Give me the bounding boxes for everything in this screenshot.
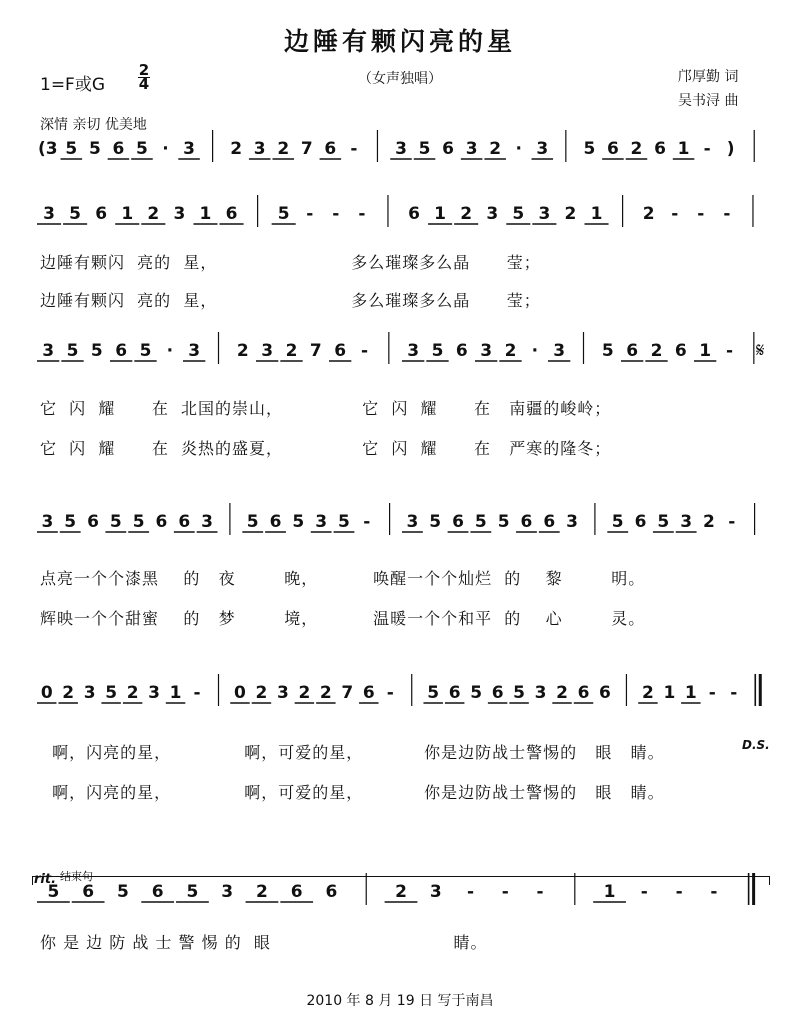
note: 6 xyxy=(520,512,533,532)
segno-sign: 𝄋 xyxy=(756,338,765,362)
note: 2 xyxy=(703,512,715,532)
note: 5 xyxy=(90,341,103,361)
time-top: 2 xyxy=(138,61,150,79)
note: 3 xyxy=(188,341,201,361)
note: 2 xyxy=(256,882,268,902)
note: - xyxy=(363,512,371,532)
note: 5 xyxy=(474,512,487,532)
note: 6 xyxy=(325,882,338,902)
lyric-line-7: 啊，闪亮的星， 啊，可爱的星， 你是边防战士警惕的 眼 睛。 xyxy=(40,783,665,802)
note: - xyxy=(193,683,201,703)
note: 5 xyxy=(512,204,525,224)
note: 2 xyxy=(319,683,332,703)
note: - xyxy=(675,882,683,902)
note: 6 xyxy=(408,204,420,224)
note: 3 xyxy=(486,204,499,224)
note: - xyxy=(386,683,394,703)
note: 5 xyxy=(611,512,624,532)
note: 1 xyxy=(121,204,134,224)
note: - xyxy=(723,204,731,224)
note: 1 xyxy=(684,683,697,703)
composer-credit: 吴书浔 曲 xyxy=(678,93,739,109)
note: 3 xyxy=(395,139,407,159)
note: - xyxy=(332,204,340,224)
note: 3 xyxy=(315,512,328,532)
note: 1 xyxy=(677,139,690,159)
note: 3 xyxy=(536,139,549,159)
lyric-line-6: 啊，闪亮的星， 啊，可爱的星， 你是边防战士警惕的 眼 睛。 xyxy=(40,743,665,762)
note: 6 xyxy=(290,882,303,902)
staff-2 xyxy=(28,324,788,370)
note: 3 xyxy=(261,341,274,361)
note: 3 xyxy=(429,882,442,902)
note: 5 xyxy=(246,512,259,532)
note: - xyxy=(728,512,736,532)
note: 3 xyxy=(480,341,493,361)
note: 5 xyxy=(65,139,78,159)
note: 6 xyxy=(634,512,647,532)
note: 6 xyxy=(115,341,128,361)
note: 1 xyxy=(699,341,712,361)
note: 6 xyxy=(225,204,238,224)
staff-3 xyxy=(28,495,788,541)
note: 1 xyxy=(590,204,603,224)
tempo-marking: 深情 亲切 优美地 xyxy=(40,117,147,133)
note: 6 xyxy=(362,683,375,703)
note: 2 xyxy=(230,139,243,159)
lyric-line-0: 边陲有颗闪 亮的 星， 多么璀璨多么晶 莹； xyxy=(40,253,541,272)
note: 6 xyxy=(452,512,464,532)
note: - xyxy=(360,341,369,361)
note: 6 xyxy=(543,512,556,532)
note: 6 xyxy=(155,512,168,532)
note: 6 xyxy=(151,882,164,902)
note: 3 xyxy=(553,341,566,361)
note: 2 xyxy=(460,204,473,224)
note: 6 xyxy=(654,139,666,159)
note: 3 xyxy=(201,512,214,532)
note: - xyxy=(697,204,705,224)
staff-5 xyxy=(28,865,788,911)
note: 2 xyxy=(564,204,577,224)
note: ) xyxy=(726,139,735,159)
note: · xyxy=(166,341,174,361)
lyric-line-4: 点亮一个个漆黑 的 夜 晚， 唤醒一个个灿烂 的 黎 明。 xyxy=(40,569,646,588)
note: 2 xyxy=(630,139,643,159)
note: 6 xyxy=(87,512,99,532)
note: 2 xyxy=(147,204,160,224)
note: 3 xyxy=(538,204,551,224)
note: 5 xyxy=(292,512,305,532)
note: (3 xyxy=(37,139,58,159)
note: 2 xyxy=(641,683,654,703)
footer-date: 2010 年 8 月 19 日 写于南昌 xyxy=(306,993,494,1009)
note: 5 xyxy=(431,341,444,361)
note: 3 xyxy=(83,683,96,703)
note: 0 xyxy=(234,683,246,703)
note: 6 xyxy=(577,683,590,703)
note: 3 xyxy=(43,204,55,224)
note: 6 xyxy=(324,139,337,159)
note: 6 xyxy=(112,139,125,159)
note: 5 xyxy=(69,204,82,224)
note: 5 xyxy=(601,341,614,361)
note: 2 xyxy=(298,683,311,703)
note: 2 xyxy=(277,139,290,159)
note: - xyxy=(710,882,718,902)
note: 3 xyxy=(148,683,161,703)
note: 5 xyxy=(109,512,122,532)
lyric-line-5: 辉映一个个甜蜜 的 梦 境， 温暖一个个和平 的 心 灵。 xyxy=(40,609,646,628)
note: 1 xyxy=(434,204,447,224)
note: 3 xyxy=(680,512,693,532)
note: 5 xyxy=(186,882,199,902)
song-title: 边陲有颗闪亮的星 xyxy=(283,27,516,56)
note: 5 xyxy=(139,341,152,361)
note: 3 xyxy=(42,341,55,361)
note: 6 xyxy=(82,882,95,902)
note: 6 xyxy=(626,341,639,361)
note: 1 xyxy=(603,882,616,902)
note: 3 xyxy=(173,204,186,224)
note: 6 xyxy=(599,683,611,703)
note: 2 xyxy=(489,139,502,159)
note: - xyxy=(730,683,738,703)
lyric-line-3: 它 闪 耀 在 炎热的盛夏， 它 闪 耀 在 严寒的隆冬； xyxy=(40,439,612,458)
rit-marking: rit. xyxy=(34,872,57,887)
note: - xyxy=(501,882,509,902)
note: - xyxy=(703,139,711,159)
note: - xyxy=(466,882,475,902)
note: · xyxy=(162,139,169,159)
note: 6 xyxy=(95,204,108,224)
note: 6 xyxy=(448,683,461,703)
note: 6 xyxy=(178,512,191,532)
note: 6 xyxy=(491,683,504,703)
note: 2 xyxy=(504,341,517,361)
lyric-line-8: 你 是 边 防 战 士 警 惕 的 眼 睛。 xyxy=(40,933,488,952)
note: 6 xyxy=(674,341,687,361)
staff-1 xyxy=(28,187,788,233)
note: 1 xyxy=(199,204,212,224)
note: - xyxy=(640,882,648,902)
note: 5 xyxy=(470,683,483,703)
note: 5 xyxy=(136,139,148,159)
note: 1 xyxy=(169,683,182,703)
note: 2 xyxy=(62,683,75,703)
note: 5 xyxy=(132,512,145,532)
note: 2 xyxy=(285,341,298,361)
note: 5 xyxy=(338,512,350,532)
note: 6 xyxy=(455,341,468,361)
note: 0 xyxy=(40,683,53,703)
note: 5 xyxy=(64,512,77,532)
note: - xyxy=(536,882,544,902)
note: 7 xyxy=(309,341,322,361)
note: 2 xyxy=(255,683,268,703)
ds-marking: D.S. xyxy=(742,738,770,752)
note: 5 xyxy=(497,512,510,532)
note: 5 xyxy=(657,512,670,532)
note: 5 xyxy=(66,341,79,361)
note: 7 xyxy=(300,139,313,159)
note: 5 xyxy=(47,882,60,902)
note: 5 xyxy=(105,683,118,703)
note: 2 xyxy=(395,882,407,902)
note: 6 xyxy=(442,139,455,159)
note: 5 xyxy=(88,139,101,159)
note: 5 xyxy=(116,882,129,902)
note: 6 xyxy=(269,512,282,532)
note: 5 xyxy=(429,512,442,532)
note: - xyxy=(671,204,679,224)
note: - xyxy=(358,204,366,224)
lyric-line-1: 边陲有颗闪 亮的 星， 多么璀璨多么晶 莹； xyxy=(40,291,541,310)
note: · xyxy=(515,139,522,159)
time-bottom: 4 xyxy=(138,75,150,93)
note: 3 xyxy=(566,512,579,532)
note: 2 xyxy=(642,204,655,224)
note: 2 xyxy=(650,341,663,361)
note: 2 xyxy=(236,341,249,361)
note: 5 xyxy=(277,204,290,224)
note: 6 xyxy=(607,139,619,159)
note: 2 xyxy=(556,683,568,703)
note: 3 xyxy=(253,139,266,159)
staff-4 xyxy=(28,666,788,712)
note: · xyxy=(531,341,539,361)
note: - xyxy=(725,341,734,361)
note: 3 xyxy=(276,683,289,703)
note: 3 xyxy=(406,512,419,532)
ending-label: 结束句 xyxy=(60,870,93,883)
note: 6 xyxy=(334,341,347,361)
note: 3 xyxy=(407,341,420,361)
note: - xyxy=(306,204,314,224)
key-signature: 1=F或G xyxy=(40,75,106,95)
note: 2 xyxy=(126,683,139,703)
note: 5 xyxy=(427,683,440,703)
note: - xyxy=(708,683,716,703)
lyricist-credit: 邝厚勤 词 xyxy=(678,69,739,85)
note: 1 xyxy=(663,683,676,703)
song-subtitle: （女声独唱） xyxy=(358,71,442,87)
note: - xyxy=(350,139,358,159)
note: 5 xyxy=(418,139,431,159)
time-signature xyxy=(138,61,150,93)
note: 3 xyxy=(221,882,234,902)
note: 5 xyxy=(513,683,526,703)
note: 5 xyxy=(583,139,596,159)
note: 3 xyxy=(183,139,195,159)
note: 3 xyxy=(534,683,547,703)
lyric-line-2: 它 闪 耀 在 北国的崇山， 它 闪 耀 在 南疆的峻岭； xyxy=(40,399,612,418)
note: 7 xyxy=(341,683,354,703)
note: 3 xyxy=(465,139,478,159)
note: 3 xyxy=(41,512,54,532)
staff-0 xyxy=(28,122,788,168)
